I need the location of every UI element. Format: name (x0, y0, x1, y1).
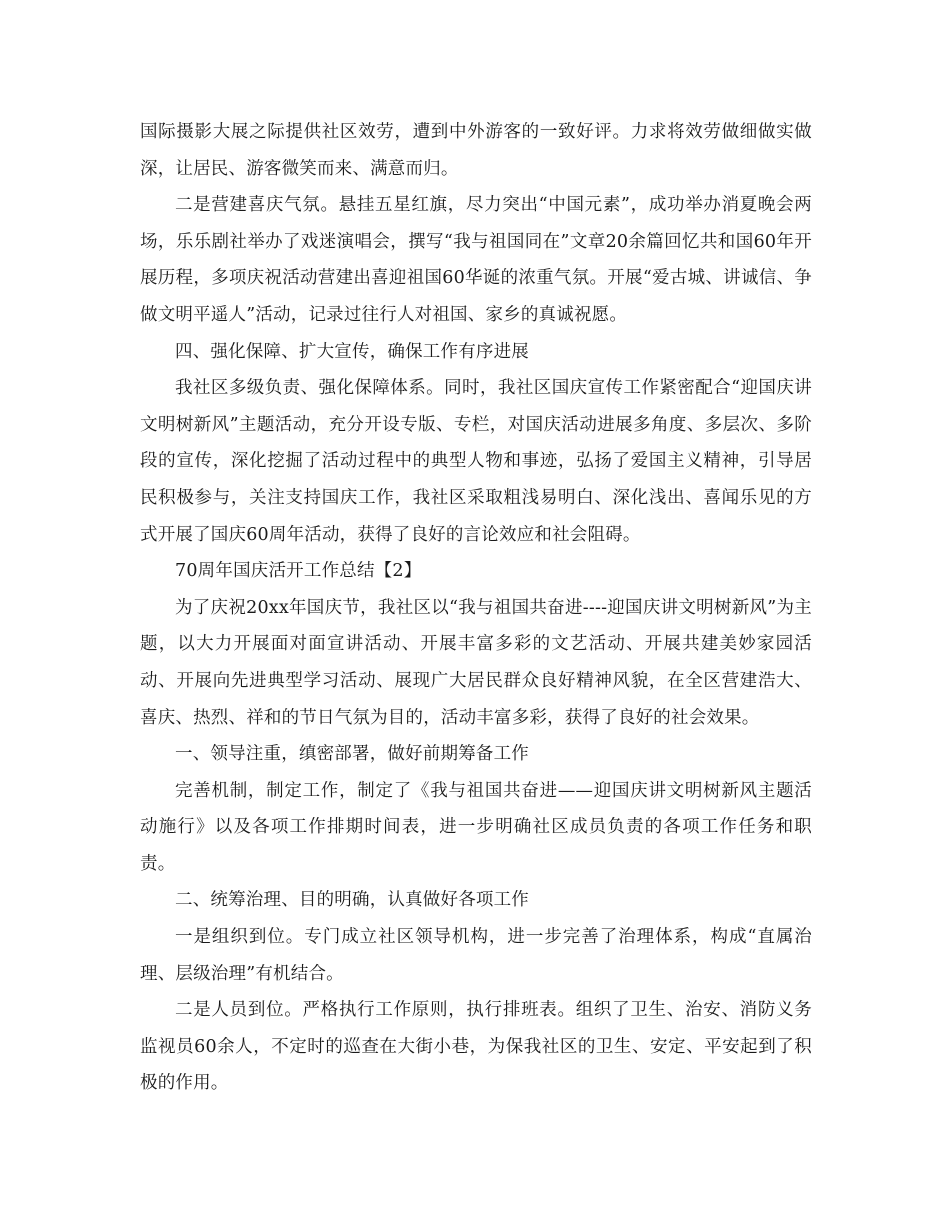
paragraph-publicity: 我社区多级负责、强化保障体系。同时，我社区国庆宣传工作紧密配合“迎国庆讲文明树新风”主题活动，充分开设专版、专栏，对国庆活动进展多角度、多层次、多阶段的宣传，深化挖掘了活动过程中的典型人物和事迹，弘扬了爱国主义精神，引导居民积极参与，关注支持国庆工作，我社区采取粗浅易明白、深化浅出、喜闻乐见的方式开展了国庆60周年活动，获得了良好的言论效应和社会阻碍。 (140, 378, 812, 545)
paragraph-festive-atmosphere: 二是营建喜庆气氛。悬挂五星红旗，尽力突出“中国元素”，成功举办消夏晚会两场，乐乐剧社举办了戏迷演唱会，撰写“我与祖国同在”文章20余篇回忆共和国60年开展历程，多项庆祝活动营建出喜迎祖国60华诞的浓重气氛。开展“爱古城、讲诚信、争做文明平遥人”活动，记录过往行人对祖国、家乡的真诚祝愿。 (140, 195, 812, 325)
paragraph-personnel: 二是人员到位。严格执行工作原则，执行排班表。组织了卫生、治安、消防义务监视员60余人，不定时的巡查在大街小巷，为保我社区的卫生、安定、平安起到了积极的作用。 (140, 1000, 812, 1094)
document-body (140, 114, 812, 1102)
section-heading-two: 二、统筹治理、目的明确，认真做好各项工作 (175, 890, 529, 911)
section-heading-one: 一、领导注重，缜密部署，做好前期筹备工作 (175, 744, 529, 765)
paragraph-organization: 一是组织到位。专门成立社区领导机构，进一步完善了治理体系，构成“直属治理、层级治理”有机结合。 (140, 927, 812, 984)
paragraph-intro: 为了庆祝20xx年国庆节，我社区以“我与祖国共奋进----迎国庆讲文明树新风”为主题，以大力开展面对面宣讲活动、开展丰富多彩的文艺活动、开展共建美妙家园活动、开展向先进典型学习活动、展现广大居民群众良好精神风貌，在全区营建浩大、喜庆、热烈、祥和的节日气氛为目的，活动丰富多彩，获得了良好的社会效果。 (140, 597, 812, 728)
paragraph-mechanism: 完善机制，制定工作，制定了《我与祖国共奋进——迎国庆讲文明树新风主题活动施行》以及各项工作排期时间表，进一步明确社区成员负责的各项工作任务和职责。 (140, 780, 812, 874)
paragraph-continuation: 国际摄影大展之际提供社区效劳，遭到中外游客的一致好评。力求将效劳做细做实做深，让居民、游客微笑而来、满意而归。 (140, 122, 812, 179)
section-heading-four: 四、强化保障、扩大宣传，确保工作有序进展 (175, 341, 529, 362)
document-subtitle: 70周年国庆活开工作总结【2】 (175, 561, 422, 582)
